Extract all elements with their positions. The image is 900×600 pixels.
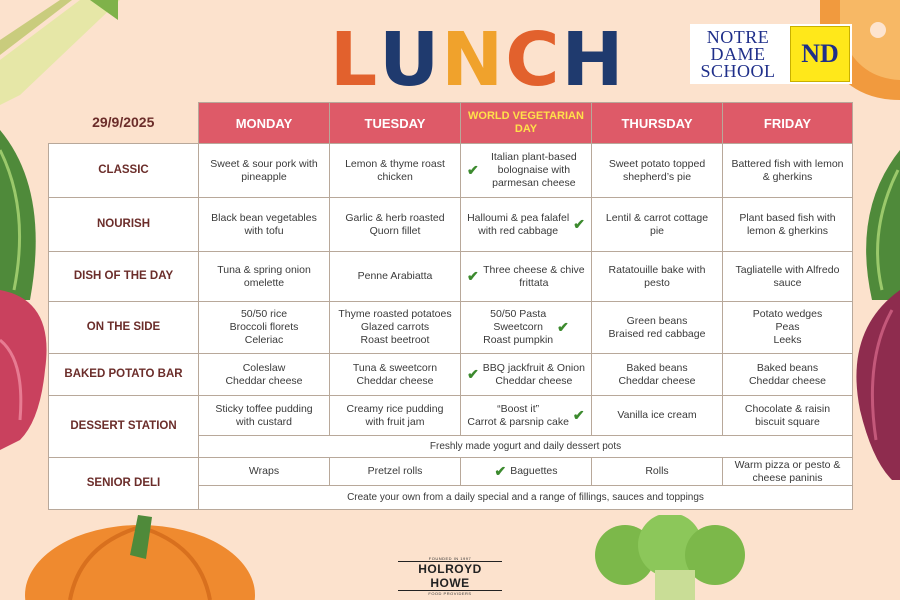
menu-cell — [330, 396, 461, 436]
menu-line: Celeriac — [244, 334, 284, 346]
vegetarian-check-icon: ✔ — [467, 162, 479, 178]
row-label: DISH OF THE DAY — [49, 252, 199, 302]
menu-line: Roast beetroot — [360, 334, 430, 346]
menu-cell — [723, 354, 853, 396]
menu-cell — [592, 396, 723, 436]
menu-cell: Tuna & spring onion omelette — [199, 252, 330, 302]
day-header-tuesday: TUESDAY — [330, 103, 461, 144]
menu-line: Baked beans — [756, 361, 819, 374]
menu-line: Creamy rice pudding — [346, 402, 444, 415]
menu-line: Thyme roasted potatoes — [338, 308, 452, 320]
menu-cell: Battered fish with lemon & gherkins — [723, 144, 853, 198]
menu-cell — [330, 354, 461, 396]
celery-decoration — [0, 0, 120, 110]
menu-cell: Black bean vegetables with tofu — [199, 198, 330, 252]
pumpkin-bottom-decoration — [20, 515, 260, 600]
caterer-name: HOLROYD HOWE — [398, 561, 502, 591]
menu-line: Chocolate & raisin — [744, 402, 831, 415]
school-crest-icon — [790, 26, 850, 82]
menu-cell: Wraps — [199, 458, 330, 486]
menu-cell — [723, 302, 853, 354]
menu-row-on-the-side — [49, 302, 853, 354]
broccoli-bottom-decoration — [585, 515, 765, 600]
title-letter: L — [330, 17, 380, 103]
menu-cell: Rolls — [592, 458, 723, 486]
menu-cell — [461, 198, 592, 252]
menu-line: Sticky toffee pudding — [215, 402, 313, 415]
dessert-note: Freshly made yogurt and daily dessert pots — [199, 436, 853, 458]
menu-cell: Plant based fish with lemon & gherkins — [723, 198, 853, 252]
school-name-line: NOTRE — [706, 26, 770, 47]
menu-table — [48, 102, 853, 510]
menu-cell — [330, 302, 461, 354]
menu-cell — [461, 302, 592, 354]
menu-cell — [723, 396, 853, 436]
leaf-right-decoration — [852, 150, 900, 300]
vegetarian-check-icon: ✔ — [557, 319, 569, 335]
menu-row-dessert-station — [49, 396, 853, 436]
title-letter: U — [379, 17, 442, 103]
menu-line: 50/50 rice — [240, 308, 288, 320]
menu-line: with custard — [235, 415, 293, 428]
menu-line: Peas — [775, 321, 800, 333]
menu-line: Carrot & parsnip cake — [467, 415, 569, 428]
menu-cell — [199, 396, 330, 436]
menu-cell: Warm pizza or pesto & cheese paninis — [723, 458, 853, 486]
menu-cell: Penne Arabiatta — [330, 252, 461, 302]
school-logo — [690, 24, 852, 84]
school-name-line: SCHOOL — [700, 60, 776, 81]
menu-line: BBQ jackfruit & Onion — [482, 361, 585, 374]
menu-line: Leeks — [773, 334, 802, 346]
radish-left-decoration — [0, 280, 50, 450]
menu-line: Cheddar cheese — [495, 374, 573, 387]
caterer-founded: FOUNDED IN 1997 — [428, 556, 472, 561]
row-label: NOURISH — [49, 198, 199, 252]
menu-cell — [461, 396, 592, 436]
title-letter: C — [505, 17, 562, 103]
day-header-world-vegetarian-day: WORLD VEGETARIAN DAY — [461, 103, 592, 144]
menu-line: Roast pumpkin — [483, 334, 554, 346]
menu-row-dish-of-the-day — [49, 252, 853, 302]
menu-cell — [199, 302, 330, 354]
crest-monogram: ND — [801, 39, 839, 68]
menu-line: Cheddar cheese — [748, 374, 827, 387]
menu-row-classic — [49, 144, 853, 198]
menu-cell — [461, 354, 592, 396]
menu-line: with fruit jam — [365, 415, 425, 428]
menu-cell: Sweet potato topped shepherd’s pie — [592, 144, 723, 198]
menu-cell: Garlic & herb roasted Quorn fillet — [330, 198, 461, 252]
menu-cell — [592, 302, 723, 354]
day-header-monday: MONDAY — [199, 103, 330, 144]
beetroot-right-decoration — [852, 290, 900, 480]
caterer-logo — [398, 556, 502, 596]
menu-cell: Sweet & sour pork with pineapple — [199, 144, 330, 198]
caterer-tagline: FOOD PROVIDERS — [428, 591, 472, 596]
menu-line: Green beans — [626, 314, 688, 327]
menu-line: Cheddar cheese — [356, 374, 434, 387]
menu-cell-text: Halloumi & pea falafel with red cabbage — [467, 211, 570, 237]
menu-row-nourish — [49, 198, 853, 252]
menu-line: “Boost it” — [497, 402, 540, 415]
day-header-thursday: THURSDAY — [592, 103, 723, 144]
menu-line: Glazed carrots — [360, 321, 430, 333]
row-label: SENIOR DELI — [49, 458, 199, 510]
menu-cell — [461, 458, 592, 486]
menu-line: Cheddar cheese — [225, 374, 303, 387]
school-name-line: DAME — [710, 43, 766, 64]
menu-date: 29/9/2025 — [92, 114, 155, 131]
leaf-left-decoration — [0, 130, 50, 300]
menu-row-senior-deli — [49, 458, 853, 486]
vegetarian-check-icon: ✔ — [572, 407, 585, 423]
menu-line: Sweetcorn — [493, 321, 543, 333]
row-label: DESSERT STATION — [49, 396, 199, 458]
title-letter: N — [441, 17, 506, 103]
menu-line: biscuit square — [755, 415, 820, 428]
menu-line: Cheddar cheese — [618, 374, 696, 387]
deli-note: Create your own from a daily special and a range of fillings, sauces and toppings — [199, 486, 853, 510]
menu-line: 50/50 Pasta — [490, 308, 547, 320]
menu-line: Vanilla ice cream — [617, 409, 697, 421]
menu-cell: Ratatouille bake with pesto — [592, 252, 723, 302]
page-title — [330, 17, 626, 103]
menu-cell: Tagliatelle with Alfredo sauce — [723, 252, 853, 302]
menu-cell: Lentil & carrot cottage pie — [592, 198, 723, 252]
menu-cell — [592, 354, 723, 396]
menu-line: Broccoli florets — [229, 321, 299, 333]
menu-line: Braised red cabbage — [608, 327, 706, 340]
menu-cell: Pretzel rolls — [330, 458, 461, 486]
day-header-friday: FRIDAY — [723, 103, 853, 144]
vegetarian-check-icon: ✔ — [467, 268, 479, 284]
menu-cell-text: Italian plant-based bolognaise with parmesan cheese — [490, 151, 577, 189]
menu-line: Baked beans — [626, 361, 688, 374]
menu-cell-text: Baguettes — [510, 465, 558, 477]
menu-cell — [461, 252, 592, 302]
title-letter: H — [561, 17, 626, 103]
vegetarian-check-icon: ✔ — [467, 366, 479, 382]
menu-line: Potato wedges — [752, 308, 823, 320]
row-label: CLASSIC — [49, 144, 199, 198]
row-label: ON THE SIDE — [49, 302, 199, 354]
menu-cell — [199, 354, 330, 396]
menu-line: Tuna & sweetcorn — [352, 361, 438, 374]
menu-cell — [461, 144, 592, 198]
school-name — [690, 26, 786, 81]
menu-row-baked-potato-bar — [49, 354, 853, 396]
menu-cell: Lemon & thyme roast chicken — [330, 144, 461, 198]
menu-line: Coleslaw — [242, 361, 286, 374]
vegetarian-check-icon: ✔ — [573, 216, 585, 232]
vegetarian-check-icon: ✔ — [494, 463, 507, 479]
row-label: BAKED POTATO BAR — [49, 354, 199, 396]
menu-cell-text: Three cheese & chive frittata — [483, 263, 585, 289]
header-row — [49, 103, 853, 144]
